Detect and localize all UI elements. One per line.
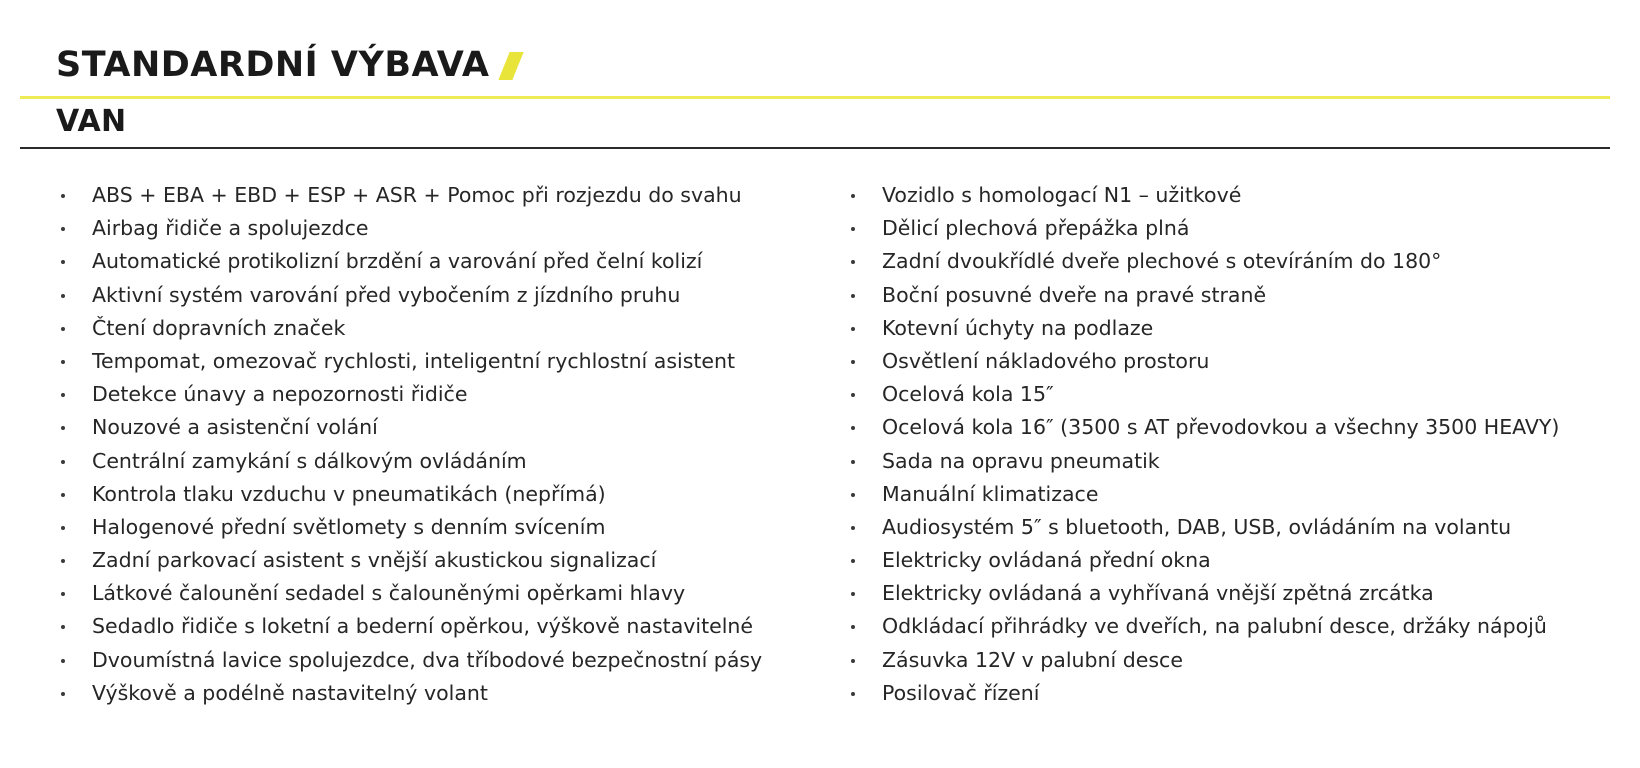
list-item (56, 445, 816, 478)
list-item-text: Airbag řidiče a spolujezdce (92, 216, 369, 241)
list-item (846, 212, 1606, 245)
bullet-icon (851, 194, 855, 198)
list-item (846, 411, 1606, 444)
list-item (56, 378, 816, 411)
list-item-text: Ocelová kola 16″ (3500 s AT převodovkou a všechny 3500 HEAVY) (882, 415, 1560, 440)
list-item (846, 677, 1606, 710)
list-item-text: Odkládací přihrádky ve dveřích, na palubní desce, držáky nápojů (882, 614, 1547, 639)
list-item-text: Elektricky ovládaná přední okna (882, 548, 1211, 573)
bullet-icon (61, 294, 65, 298)
list-item (846, 179, 1606, 212)
bullet-icon (61, 625, 65, 629)
list-item (56, 511, 816, 544)
bullet-icon (61, 692, 65, 696)
bullet-icon (61, 360, 65, 364)
list-item (846, 644, 1606, 677)
list-item (56, 544, 816, 577)
list-item (56, 345, 816, 378)
bullet-icon (851, 692, 855, 696)
bullet-icon (851, 327, 855, 331)
equipment-list-right (846, 179, 1606, 710)
bullet-icon (851, 659, 855, 663)
list-item-text: Zadní parkovací asistent s vnější akustickou signalizací (92, 548, 657, 573)
list-item (846, 577, 1606, 610)
list-item-text: Ocelová kola 15″ (882, 382, 1054, 407)
bullet-icon (61, 260, 65, 264)
list-item (56, 411, 816, 444)
bullet-icon (851, 426, 855, 430)
section-subtitle: VAN (56, 104, 127, 139)
bullet-icon (61, 592, 65, 596)
list-item (56, 644, 816, 677)
list-item (846, 378, 1606, 411)
list-item-text: Nouzové a asistenční volání (92, 415, 378, 440)
list-item (846, 610, 1606, 643)
list-item-text: Kotevní úchyty na podlaze (882, 315, 1154, 340)
page-header (56, 40, 518, 90)
list-item-text: Halogenové přední světlomety s denním svícením (92, 514, 606, 539)
list-item (846, 245, 1606, 278)
list-item (56, 312, 816, 345)
list-item (846, 279, 1606, 312)
list-item (56, 577, 816, 610)
list-item-text: Osvětlení nákladového prostoru (882, 348, 1210, 373)
list-item (846, 312, 1606, 345)
bullet-icon (851, 625, 855, 629)
list-item (56, 279, 816, 312)
list-item-text: Posilovač řízení (882, 680, 1040, 705)
bullet-icon (61, 559, 65, 563)
bullet-icon (851, 460, 855, 464)
list-item-text: Zásuvka 12V v palubní desce (882, 647, 1183, 672)
list-item-text: Čtení dopravních značek (92, 315, 346, 340)
list-item-text: Detekce únavy a nepozornosti řidiče (92, 382, 468, 407)
list-item-text: Elektricky ovládaná a vyhřívaná vnější zpětná zrcátka (882, 581, 1434, 606)
list-item (56, 212, 816, 245)
bullet-icon (61, 194, 65, 198)
list-item-text: Manuální klimatizace (882, 481, 1099, 506)
bullet-icon (61, 493, 65, 497)
bullet-icon (61, 426, 65, 430)
list-item-text: Automatické protikolizní brzdění a varování před čelní kolizí (92, 249, 703, 274)
list-item-text: Dvoumístná lavice spolujezdce, dva tříbodové bezpečnostní pásy (92, 647, 763, 672)
bullet-icon (851, 559, 855, 563)
list-item (56, 478, 816, 511)
list-item (56, 677, 816, 710)
list-item-text: Vozidlo s homologací N1 – užitkové (882, 183, 1242, 207)
list-item-text: Sada na opravu pneumatik (882, 448, 1160, 473)
accent-slash-icon (498, 52, 523, 80)
list-item-text: ABS + EBA + EBD + ESP + ASR + Pomoc při rozjezdu do svahu (92, 183, 742, 207)
list-item-text: Sedadlo řidiče s loketní a bederní opěrkou, výškově nastavitelné (92, 614, 754, 639)
list-item-text: Kontrola tlaku vzduchu v pneumatikách (nepřímá) (92, 481, 606, 506)
list-item (846, 544, 1606, 577)
bullet-icon (61, 227, 65, 231)
bullet-icon (851, 260, 855, 264)
list-item-text: Látkové čalounění sedadel s čalouněnými opěrkami hlavy (92, 581, 686, 606)
bullet-icon (851, 526, 855, 530)
bullet-icon (851, 294, 855, 298)
bullet-icon (851, 493, 855, 497)
list-item (56, 610, 816, 643)
bullet-icon (851, 592, 855, 596)
list-item-text: Výškově a podélně nastavitelný volant (92, 680, 488, 705)
page-title: STANDARDNÍ VÝBAVA (56, 45, 490, 85)
bullet-icon (61, 327, 65, 331)
list-item-text: Audiosystém 5″ s bluetooth, DAB, USB, ovládáním na volantu (882, 514, 1512, 539)
list-item (846, 511, 1606, 544)
bullet-icon (61, 393, 65, 397)
section-divider (20, 147, 1610, 149)
list-item-text: Boční posuvné dveře na pravé straně (882, 282, 1267, 307)
bullet-icon (851, 360, 855, 364)
bullet-icon (61, 659, 65, 663)
accent-divider (20, 96, 1610, 99)
list-item (846, 345, 1606, 378)
list-item (846, 445, 1606, 478)
bullet-icon (61, 460, 65, 464)
list-item (56, 245, 816, 278)
list-item (846, 478, 1606, 511)
list-item (56, 179, 816, 212)
list-item-text: Aktivní systém varování před vybočením z jízdního pruhu (92, 282, 681, 307)
bullet-icon (851, 393, 855, 397)
equipment-list-left (56, 179, 816, 710)
bullet-icon (61, 526, 65, 530)
list-item-text: Tempomat, omezovač rychlosti, inteligentní rychlostní asistent (92, 348, 736, 373)
list-item-text: Centrální zamykání s dálkovým ovládáním (92, 448, 527, 473)
bullet-icon (851, 227, 855, 231)
list-item-text: Zadní dvoukřídlé dveře plechové s otevíráním do 180° (882, 249, 1442, 274)
list-item-text: Dělicí plechová přepážka plná (882, 216, 1190, 241)
